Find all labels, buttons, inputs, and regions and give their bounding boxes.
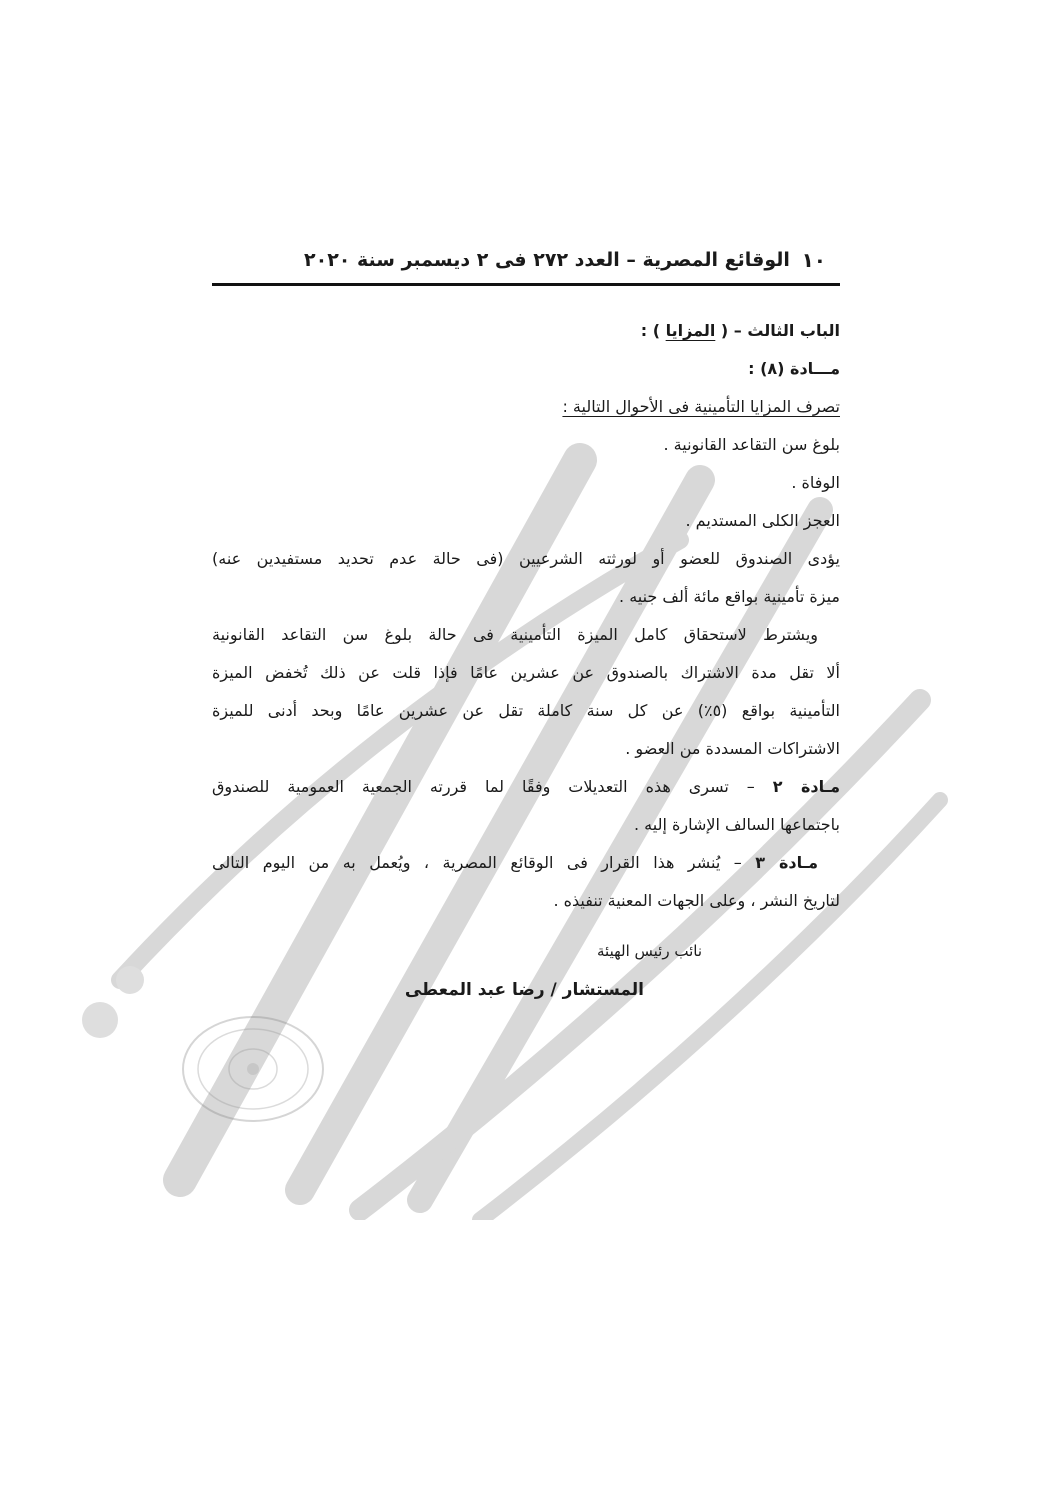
signatory-name: المستشار / رضا عبد المعطى [404,980,644,1000]
article-8-intro-text: تصرف المزايا التأمينية فى الأحوال التالية : [562,397,840,416]
article-8-intro [212,388,840,426]
list-item: بلوغ سن التقاعد القانونية . [663,435,840,454]
article-2-text: – تسرى هذه التعديلات وفقًا لما قررته الجمعية العمومية للصندوق [212,777,773,796]
page-header [212,243,840,277]
paragraph-line: لتاريخ النشر ، وعلى الجهات المعنية تنفيذه . [553,891,840,910]
paragraph-line: التأمينية بواقع (٥٪) عن كل سنة كاملة تقل عن عشرين عامًا وبحد أدنى للميزة [212,701,840,720]
article-3-label: مـادة ٣ [755,853,819,872]
article-3-text: – يُنشر هذا القرار فى الوقائع المصرية ، ويُعمل به من اليوم التالى [212,853,756,872]
paragraph-line: باجتماعها السالف الإشارة إليه . [634,815,840,834]
paragraph-line: يؤدى الصندوق للعضو أو لورثته الشرعيين (فى حالة عدم تحديد مستفيدين عنه) [212,549,840,568]
header-divider [212,283,840,286]
article-8-heading: مـــادة (٨) : [748,359,840,378]
paragraph-line: ويشترط لاستحقاق كامل الميزة التأمينية فى حالة بلوغ سن التقاعد القانونية [212,625,818,644]
paragraph-line: الاشتراكات المسددة من العضو . [625,739,840,758]
page-number: ١٠ [801,248,826,272]
document-body [212,312,840,920]
chapter-name: المزايا [665,321,716,340]
official-seal [178,1012,328,1127]
list-item: الوفاة . [791,473,840,492]
list-item: العجز الكلى المستديم . [685,511,840,530]
chapter-suffix: ) : [640,321,661,340]
gazette-header-title: الوقائع المصرية – العدد ٢٧٢ فى ٢ ديسمبر سنة ٢٠٢٠ [304,249,790,271]
chapter-prefix: الباب الثالث – ( [720,321,840,340]
signatory-title: نائب رئيس الهيئة [597,942,702,960]
article-3-line [212,844,840,882]
article-2-line [212,768,840,806]
chapter-heading [212,312,840,350]
article-2-label: مـادة ٢ [772,777,840,796]
paragraph-line: ميزة تأمينية بواقع مائة ألف جنيه . [619,587,840,606]
paragraph-line: ألا تقل مدة الاشتراك بالصندوق عن عشرين عامًا فإذا قلت عن ذلك تُخفض الميزة [212,663,840,682]
